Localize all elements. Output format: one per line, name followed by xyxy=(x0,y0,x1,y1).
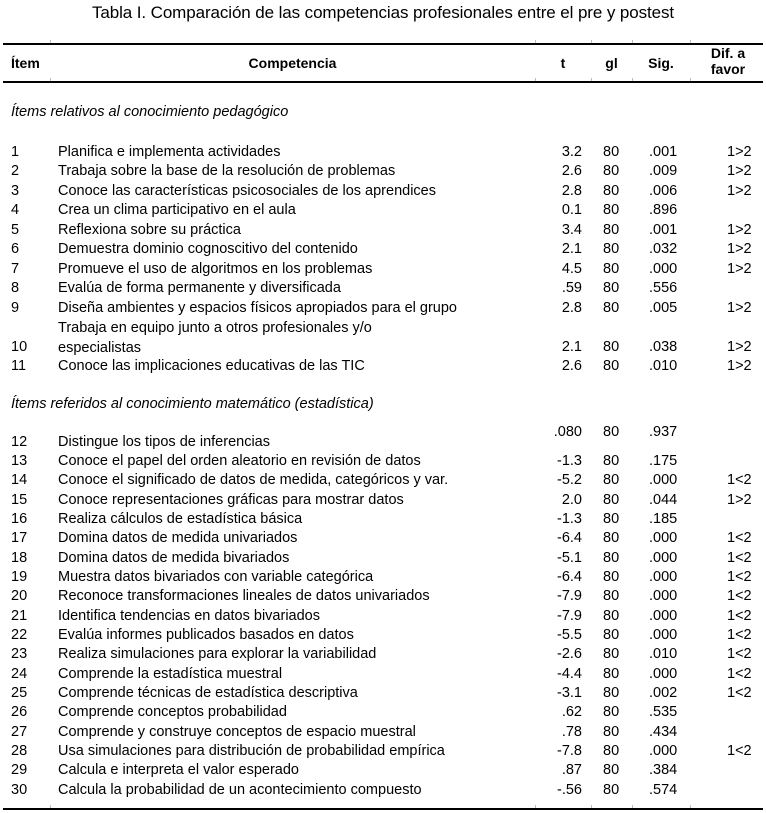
competencia-text: Comprende técnicas de estadística descriptiva xyxy=(58,685,358,702)
gl-value: 80 xyxy=(603,182,620,199)
item-number: 17 xyxy=(11,530,28,547)
col-header-dif-line1: Dif. a xyxy=(710,45,746,61)
competencia-text: Crea un clima participativo en el aula xyxy=(58,202,296,218)
competencia-text: Calcula la probabilidad de un acontecimiento compuesto xyxy=(58,781,422,798)
competencia-text: Conoce las implicaciones educativas de las TIC xyxy=(58,358,365,374)
column-tick xyxy=(690,40,691,43)
table-row xyxy=(0,724,766,743)
item-number: 2 xyxy=(11,163,20,179)
dif-favor-value: 1>2 xyxy=(727,338,752,355)
column-tick xyxy=(591,40,592,43)
item-number: 11 xyxy=(11,358,27,374)
table-row xyxy=(0,550,766,569)
gl-value: 80 xyxy=(603,627,620,643)
gl-value: 80 xyxy=(603,241,620,257)
table-row xyxy=(0,358,766,377)
column-tick xyxy=(591,805,592,808)
sig-value: .010 xyxy=(649,358,678,374)
competencia-text: Evalúa informes publicados basados en datos xyxy=(58,627,354,643)
t-value: .62 xyxy=(561,704,582,721)
t-value: -5.2 xyxy=(557,472,582,489)
item-number: 10 xyxy=(11,338,28,355)
competencia-text: Demuestra dominio cognoscitivo del contenido xyxy=(58,241,358,257)
sig-value: .038 xyxy=(649,338,678,355)
table-row xyxy=(0,704,766,723)
dif-favor-value: 1>2 xyxy=(727,491,752,508)
gl-value: 80 xyxy=(603,607,620,624)
gl-value: 80 xyxy=(603,588,620,605)
dif-favor-value: 1>2 xyxy=(727,182,752,199)
t-value: -7.8 xyxy=(557,743,582,760)
item-number: 22 xyxy=(11,627,28,643)
gl-value: 80 xyxy=(603,338,620,355)
table-row xyxy=(0,608,766,627)
col-header-sig: Sig. xyxy=(648,55,674,71)
item-number: 1 xyxy=(11,143,20,160)
sig-value: .574 xyxy=(649,781,678,798)
table-row xyxy=(0,280,766,299)
sig-value: .384 xyxy=(649,762,678,779)
table-row xyxy=(0,666,766,685)
item-number: 25 xyxy=(11,685,28,702)
item-number: 6 xyxy=(11,241,20,257)
table-row xyxy=(0,183,766,202)
sig-value: .000 xyxy=(649,627,678,643)
section-heading-pedagogico: Ítems relativos al conocimiento pedagógico xyxy=(11,104,289,120)
item-number: 8 xyxy=(11,280,20,296)
dif-favor-value: 1<2 xyxy=(727,530,752,547)
gl-value: 80 xyxy=(603,781,620,798)
dif-favor-value: 1<2 xyxy=(727,685,752,702)
header-bottom-border xyxy=(3,81,763,83)
sig-value: .010 xyxy=(649,646,678,663)
t-value: 2.8 xyxy=(561,299,582,316)
gl-value: 80 xyxy=(603,358,620,374)
gl-value: 80 xyxy=(603,743,620,760)
competencia-text: Comprende conceptos probabilidad xyxy=(58,704,287,721)
item-number: 14 xyxy=(11,472,28,489)
gl-value: 80 xyxy=(603,143,620,160)
sig-value: .002 xyxy=(649,685,678,702)
table-row xyxy=(0,762,766,781)
competencia-text: Diseña ambientes y espacios físicos apropiados para el grupo xyxy=(58,299,457,316)
column-tick xyxy=(50,805,51,808)
table-title: Tabla I. Comparación de las competencias profesionales entre el pre y postest xyxy=(92,3,674,22)
table-row xyxy=(0,453,766,472)
sig-value: .000 xyxy=(649,530,678,547)
sig-value: .009 xyxy=(649,163,678,179)
competencia-text xyxy=(58,319,372,358)
dif-favor-value: 1>2 xyxy=(727,241,752,257)
gl-value: 80 xyxy=(603,491,620,508)
competencia-text: Realiza simulaciones para explorar la variabilidad xyxy=(58,646,377,663)
sig-value: .000 xyxy=(649,568,678,585)
competencia-text: Identifica tendencias en datos bivariados xyxy=(58,607,320,624)
column-tick xyxy=(50,40,51,43)
sig-value: .000 xyxy=(649,260,678,277)
competencia-text: Usa simulaciones para distribución de probabilidad empírica xyxy=(58,743,445,760)
table-header xyxy=(0,44,766,81)
table-row xyxy=(0,163,766,182)
item-number: 21 xyxy=(11,607,28,624)
sig-value: .006 xyxy=(649,182,678,199)
competencia-text: Conoce representaciones gráficas para mostrar datos xyxy=(58,491,404,508)
competencia-text: Evalúa de forma permanente y diversificada xyxy=(58,280,341,296)
gl-value: 80 xyxy=(603,704,620,721)
t-value: 3.4 xyxy=(561,221,582,238)
item-number: 16 xyxy=(11,510,28,527)
table-row xyxy=(0,423,766,453)
dif-favor-value: 1>2 xyxy=(727,221,752,238)
sig-value: .175 xyxy=(649,452,678,469)
column-tick xyxy=(535,78,536,81)
gl-value: 80 xyxy=(603,530,620,547)
item-number: 27 xyxy=(11,723,28,740)
item-number: 7 xyxy=(11,260,20,277)
t-value: -7.9 xyxy=(557,588,582,605)
sig-value: .535 xyxy=(649,704,678,721)
t-value: 2.6 xyxy=(561,358,582,374)
table-row xyxy=(0,782,766,801)
t-value: .080 xyxy=(553,423,582,440)
t-value: 2.6 xyxy=(561,163,582,179)
table-row xyxy=(0,530,766,549)
gl-value: 80 xyxy=(603,452,620,469)
gl-value: 80 xyxy=(603,685,620,702)
column-tick xyxy=(690,805,691,808)
table-row xyxy=(0,646,766,665)
dif-favor-value: 1>2 xyxy=(727,260,752,277)
column-tick xyxy=(632,805,633,808)
competencia-text: Calcula e interpreta el valor esperado xyxy=(58,762,299,779)
dif-favor-value: 1<2 xyxy=(727,646,752,663)
item-number: 15 xyxy=(11,491,28,508)
table-row xyxy=(0,569,766,588)
t-value: .87 xyxy=(561,762,582,779)
competencia-text: Distingue los tipos de inferencias xyxy=(58,433,270,450)
sig-value: .000 xyxy=(649,743,678,760)
item-number: 3 xyxy=(11,182,20,199)
sig-value: .005 xyxy=(649,299,678,316)
competencia-text: Reflexiona sobre su práctica xyxy=(58,221,241,238)
item-number: 19 xyxy=(11,568,28,585)
t-value: -5.1 xyxy=(557,549,582,566)
sig-value: .937 xyxy=(649,423,678,440)
sig-value: .896 xyxy=(649,202,678,218)
col-header-dif-line2: favor xyxy=(710,61,746,77)
gl-value: 80 xyxy=(603,549,620,566)
sig-value: .000 xyxy=(649,607,678,624)
table-bottom-border xyxy=(3,808,763,810)
sig-value: .434 xyxy=(649,723,678,740)
gl-value: 80 xyxy=(603,299,620,316)
table-row xyxy=(0,144,766,163)
table-row xyxy=(0,261,766,280)
item-number: 5 xyxy=(11,221,20,238)
table-row xyxy=(0,627,766,646)
section-heading-matematico: Ítems referidos al conocimiento matemático (estadística) xyxy=(11,396,374,412)
gl-value: 80 xyxy=(603,510,620,527)
dif-favor-value: 1<2 xyxy=(727,588,752,605)
item-number: 23 xyxy=(11,646,28,663)
competencia-text: Conoce el papel del orden aleatorio en revisión de datos xyxy=(58,452,421,469)
dif-favor-value: 1<2 xyxy=(727,549,752,566)
dif-favor-value: 1<2 xyxy=(727,627,752,643)
dif-favor-value: 1<2 xyxy=(727,607,752,624)
col-header-item: Ítem xyxy=(11,55,40,71)
table-row xyxy=(0,743,766,762)
t-value: -7.9 xyxy=(557,607,582,624)
t-value: -6.4 xyxy=(557,568,582,585)
t-value: 2.8 xyxy=(561,182,582,199)
gl-value: 80 xyxy=(603,221,620,238)
competencia-text: Realiza cálculos de estadística básica xyxy=(58,510,303,527)
gl-value: 80 xyxy=(603,260,620,277)
gl-value: 80 xyxy=(603,762,620,779)
table-row xyxy=(0,202,766,221)
table-row xyxy=(0,241,766,260)
competencia-line1: Trabaja en equipo junto a otros profesionales y/o xyxy=(58,320,372,336)
col-header-t: t xyxy=(560,55,566,71)
item-number: 29 xyxy=(11,762,28,779)
competencia-text: Reconoce transformaciones lineales de datos univariados xyxy=(58,588,430,605)
column-tick xyxy=(632,78,633,81)
sig-value: .001 xyxy=(649,143,678,160)
table-row xyxy=(0,685,766,704)
table-row xyxy=(0,588,766,607)
t-value: -5.5 xyxy=(557,627,582,643)
table-row xyxy=(0,319,766,358)
gl-value: 80 xyxy=(603,280,620,296)
competencia-text: Muestra datos bivariados con variable categórica xyxy=(58,568,374,585)
dif-favor-value: 1>2 xyxy=(727,358,752,374)
table-row xyxy=(0,492,766,511)
competencia-text: Conoce las características psicosociales de los aprendices xyxy=(58,182,436,199)
gl-value: 80 xyxy=(603,163,620,179)
t-value: -4.4 xyxy=(557,665,582,682)
gl-value: 80 xyxy=(603,472,620,489)
table-row xyxy=(0,472,766,491)
t-value: .59 xyxy=(561,280,582,296)
gl-value: 80 xyxy=(603,646,620,663)
item-number: 13 xyxy=(11,452,28,469)
dif-favor-value: 1>2 xyxy=(727,143,752,160)
competencia-text: Domina datos de medida bivariados xyxy=(58,549,290,566)
t-value: -1.3 xyxy=(557,452,582,469)
table-row xyxy=(0,511,766,530)
sig-value: .556 xyxy=(649,280,678,296)
t-value: 2.0 xyxy=(561,491,582,508)
item-number: 26 xyxy=(11,704,28,721)
t-value: .78 xyxy=(561,723,582,740)
sig-value: .000 xyxy=(649,472,678,489)
gl-value: 80 xyxy=(603,665,620,682)
table-row xyxy=(0,222,766,241)
item-number: 30 xyxy=(11,781,28,798)
column-tick xyxy=(632,40,633,43)
item-number: 28 xyxy=(11,743,28,760)
item-number: 9 xyxy=(11,299,20,316)
t-value: 0.1 xyxy=(561,202,582,218)
sig-value: .044 xyxy=(649,491,678,508)
t-value: 2.1 xyxy=(561,338,582,355)
item-number: 4 xyxy=(11,202,20,218)
item-number: 20 xyxy=(11,588,28,605)
competencia-text: Comprende la estadística muestral xyxy=(58,665,283,682)
competencia-line2: especialistas xyxy=(58,339,142,356)
col-header-dif xyxy=(690,45,766,77)
competencia-text: Conoce el significado de datos de medida, categóricos y var. xyxy=(58,472,449,489)
t-value: 3.2 xyxy=(561,143,582,160)
item-number: 24 xyxy=(11,665,28,682)
competencia-text: Trabaja sobre la base de la resolución de problemas xyxy=(58,163,396,179)
sig-value: .001 xyxy=(649,221,678,238)
sig-value: .185 xyxy=(649,510,678,527)
t-value: -2.6 xyxy=(557,646,582,663)
competencia-text: Comprende y construye conceptos de espacio muestral xyxy=(58,723,416,740)
column-tick xyxy=(535,40,536,43)
col-header-competencia: Competencia xyxy=(248,55,337,71)
dif-favor-value: 1<2 xyxy=(727,568,752,585)
table-row xyxy=(0,300,766,319)
gl-value: 80 xyxy=(603,423,620,440)
sig-value: .000 xyxy=(649,665,678,682)
gl-value: 80 xyxy=(603,568,620,585)
col-header-gl: gl xyxy=(605,55,618,71)
column-tick xyxy=(50,78,51,81)
column-tick xyxy=(690,78,691,81)
t-value: -3.1 xyxy=(557,685,582,702)
dif-favor-value: 1>2 xyxy=(727,299,752,316)
competencia-text: Domina datos de medida univariados xyxy=(58,530,298,547)
dif-favor-value: 1<2 xyxy=(727,743,752,760)
dif-favor-value: 1<2 xyxy=(727,665,752,682)
t-value: 2.1 xyxy=(561,241,582,257)
column-tick xyxy=(535,805,536,808)
gl-value: 80 xyxy=(603,723,620,740)
column-tick xyxy=(591,78,592,81)
dif-favor-value: 1>2 xyxy=(727,163,752,179)
competencia-text: Promueve el uso de algoritmos en los problemas xyxy=(58,260,373,277)
item-number: 12 xyxy=(11,433,28,450)
sig-value: .032 xyxy=(649,241,678,257)
t-value: -.56 xyxy=(557,781,582,798)
gl-value: 80 xyxy=(603,202,620,218)
t-value: 4.5 xyxy=(561,260,582,277)
t-value: -6.4 xyxy=(557,530,582,547)
t-value: -1.3 xyxy=(557,510,582,527)
competencia-text: Planifica e implementa actividades xyxy=(58,143,281,160)
sig-value: .000 xyxy=(649,549,678,566)
dif-favor-value: 1<2 xyxy=(727,472,752,489)
item-number: 18 xyxy=(11,549,28,566)
sig-value: .000 xyxy=(649,588,678,605)
